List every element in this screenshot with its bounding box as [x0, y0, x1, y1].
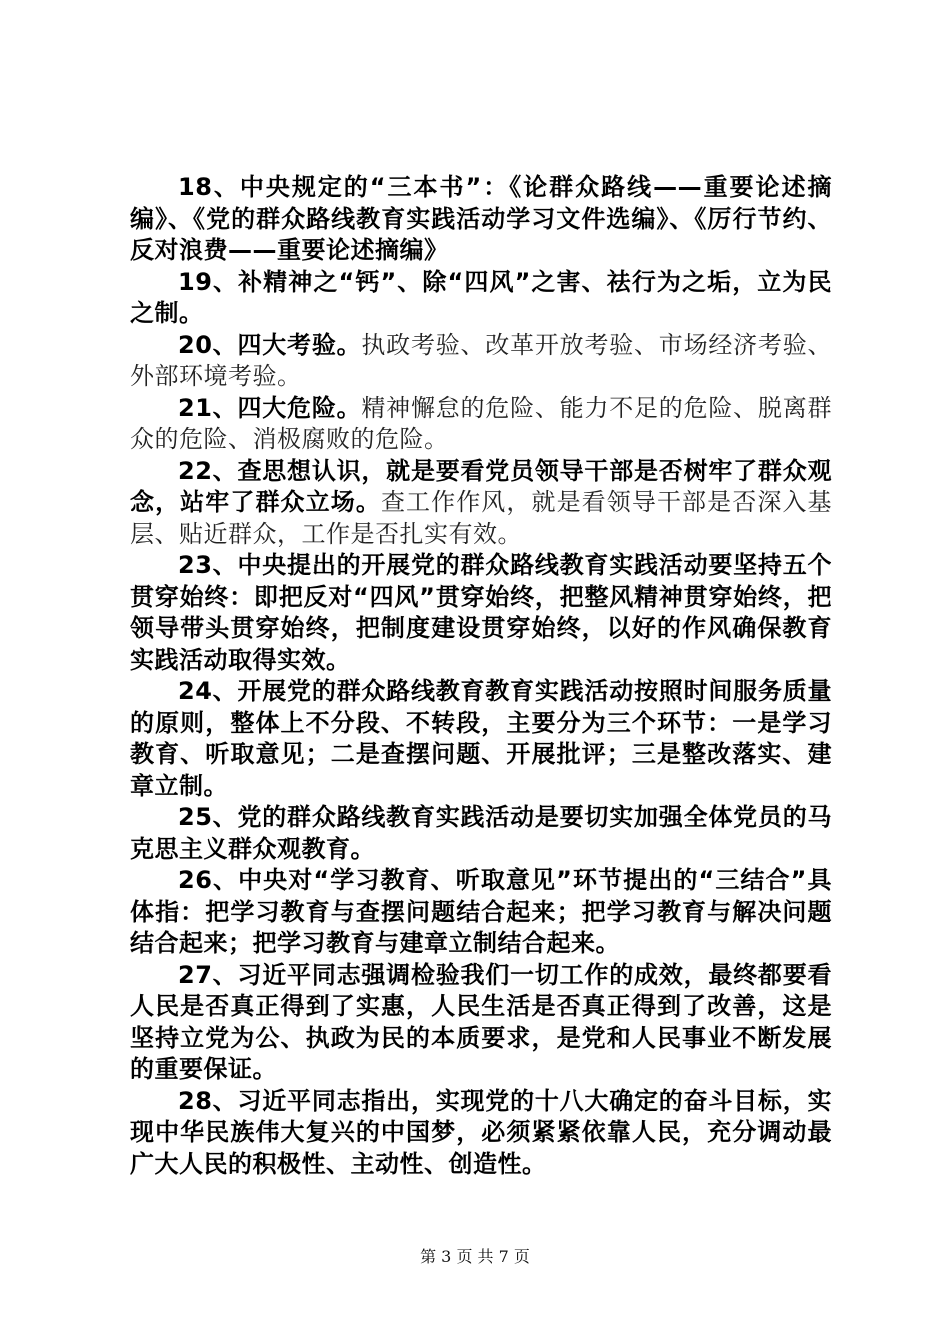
paragraph-text: 22、查思想认识，就是要看党员领导干部是否树牢了群众观念，站牢了群众立场。: [130, 456, 832, 516]
paragraph-21: [130, 393, 832, 456]
paragraph-22: [130, 456, 832, 551]
paragraph-text: 21、四大危险。: [178, 393, 362, 422]
document-body: [130, 172, 832, 1180]
paragraph-text-continued: 精神懈怠的危险、能力不足的危险、脱离群众的危险、消极腐败的危险。: [130, 393, 832, 453]
paragraph-27: [130, 960, 832, 1086]
paragraph-text: 28、习近平同志指出，实现党的十八大确定的奋斗目标，实现中华民族伟大复兴的中国梦，必须紧紧依靠人民，充分调动最广大人民的积极性、主动性、创造性。: [130, 1086, 832, 1178]
paragraph-text: 26、中央对“学习教育、听取意见”环节提出的“三结合”具体指：把学习教育与查摆问题结合起来；把学习教育与解决问题结合起来；把学习教育与建章立制结合起来。: [130, 866, 832, 957]
paragraph-text: 23、中央提出的开展党的群众路线教育实践活动要坚持五个贯穿始终：即把反对“四风”贯穿始终，把整风精神贯穿始终，把领导带头贯穿始终，把制度建设贯穿始终，以好的作风确保教育实践活动取得实效。: [130, 551, 832, 674]
paragraph-24: [130, 676, 832, 802]
paragraph-25: [130, 802, 832, 865]
paragraph-18: [130, 172, 832, 267]
paragraph-28: [130, 1086, 832, 1181]
paragraph-text: 18、中央规定的“三本书”：《论群众路线——重要论述摘编》、《党的群众路线教育实践活动学习文件选编》、《厉行节约、反对浪费——重要论述摘编》: [130, 173, 832, 264]
paragraph-26: [130, 865, 832, 960]
page-number-footer: 第 3 页 共 7 页: [420, 1247, 530, 1266]
paragraph-20: [130, 330, 832, 393]
paragraph-text-continued: 查工作作风，就是看领导干部是否深入基层、贴近群众，工作是否扎实有效。: [130, 488, 833, 548]
paragraph-19: [130, 267, 832, 330]
paragraph-text: 25、党的群众路线教育实践活动是要切实加强全体党员的马克思主义群众观教育。: [130, 803, 832, 863]
paragraph-text: 20、四大考验。: [178, 330, 362, 359]
paragraph-text: 24、开展党的群众路线教育教育实践活动按照时间服务质量的原则，整体上不分段、不转段，主要分为三个环节：一是学习教育、听取意见；二是查摆问题、开展批评；三是整改落实、建章立制。: [130, 677, 832, 800]
paragraph-23: [130, 550, 832, 676]
paragraph-text: 27、习近平同志强调检验我们一切工作的成效，最终都要看人民是否真正得到了实惠，人民生活是否真正得到了改善，这是坚持立党为公、执政为民的本质要求，是党和人民事业不断发展的重要保证。: [130, 960, 832, 1083]
paragraph-text: 19、补精神之“钙”、除“四风”之害、祛行为之垢，立为民之制。: [130, 267, 832, 327]
paragraph-text-continued: 执政考验、改革开放考验、市场经济考验、外部环境考验。: [130, 330, 832, 390]
